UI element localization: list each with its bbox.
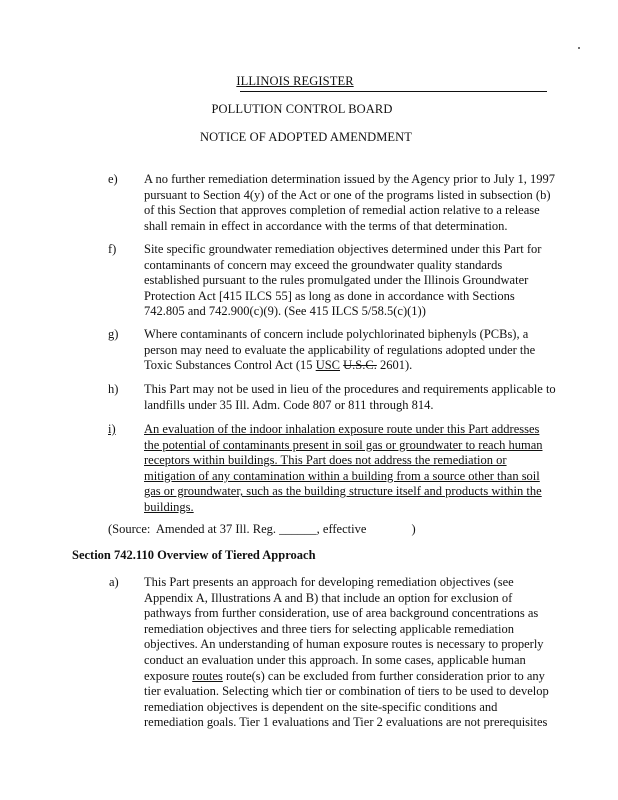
paragraph-line: contaminants of concern may exceed the groundwater quality standards: [144, 257, 503, 272]
paragraph-line: pursuant to Section 4(y) of the Act or one of the programs listed in subsection (b): [144, 187, 551, 202]
paragraph-line: mitigation of any contamination within a building from a source other than soil: [144, 468, 540, 483]
inserted-text: USC: [315, 358, 341, 373]
paragraph-line: A no further remediation determination issued by the Agency prior to July 1, 1997: [144, 172, 556, 186]
header-rule: [240, 91, 547, 92]
paragraph-line: [144, 358, 544, 374]
text-run: 2601).: [376, 358, 413, 373]
notice-title: NOTICE OF ADOPTED AMENDMENT: [199, 130, 413, 144]
paragraph-line: gas or groundwater, such as the building structure itself and products within the: [144, 484, 542, 499]
paragraph-line: person may need to evaluate the applicability of regulations adopted under the: [144, 342, 536, 357]
text-run: Toxic Substances Control Act (15: [144, 358, 316, 373]
paragraph-letter-i: i): [108, 422, 116, 436]
paragraph-line: remediation objectives is dependent on the site-specific conditions and: [144, 699, 498, 714]
paragraph-line: established pursuant to the rules promulgated under the Illinois Groundwater: [144, 273, 529, 288]
source-suffix: , effective: [316, 522, 370, 536]
paragraph-g: [144, 327, 544, 374]
source-blank: ______: [279, 522, 317, 536]
paragraph-line: Where contaminants of concern include polychlorinated biphenyls (PCBs), a: [144, 327, 529, 341]
paragraph-letter-e: e): [108, 172, 118, 186]
paragraph-line: buildings.: [144, 499, 194, 514]
paragraph-line: receptors within buildings. This Part does not address the remediation or: [144, 453, 507, 468]
source-prefix: (Source: Amended at 37 Ill. Reg.: [108, 522, 280, 536]
paragraph-letter-f: f): [108, 242, 117, 256]
paragraph-letter-h: h): [108, 382, 119, 396]
paragraph-line: remediation goals. Tier 1 evaluations and Tier 2 evaluations are not prerequisites: [144, 715, 548, 730]
paragraph-letter-a: a): [109, 575, 119, 589]
paragraph-e: [144, 172, 556, 234]
paragraph-line: An evaluation of the indoor inhalation exposure route under this Part addresses: [144, 422, 540, 436]
paragraph-line: objectives. An understanding of human exposure routes is necessary to properly: [144, 637, 544, 652]
paragraph-line: This Part may not be used in lieu of the procedures and requirements applicable to: [144, 382, 556, 396]
deleted-text: U.S.C.: [343, 358, 377, 373]
paragraph-line: This Part presents an approach for developing remediation objectives (see: [144, 575, 514, 589]
paragraph-line: landfills under 35 Ill. Adm. Code 807 or 811 through 814.: [144, 397, 434, 412]
paragraph-line: Protection Act [415 ILCS 55] as long as done in accordance with Sections: [144, 288, 515, 303]
scan-speck: [578, 47, 580, 49]
paragraph-a: [144, 575, 549, 731]
paragraph-line: conduct an evaluation under this approach. In some cases, applicable human: [144, 652, 526, 667]
paragraph-line: remediation objectives and three tiers for selecting applicable remediation: [144, 621, 514, 636]
paragraph-line: Appendix A, Illustrations A and B) that include an option for exclusion of: [144, 590, 513, 605]
register-title: ILLINOIS REGISTER: [236, 74, 354, 88]
paragraph-h: [144, 382, 556, 413]
paragraph-line: the potential of contaminants present in soil gas or groundwater to reach human: [144, 437, 543, 452]
source-close: ): [411, 522, 416, 536]
inserted-text: routes: [192, 668, 223, 683]
source-note: [108, 522, 416, 538]
paragraph-line: shall remain in effect in accordance with the terms of that determination.: [144, 218, 508, 233]
paragraph-letter-g: g): [108, 327, 119, 341]
text-run: route(s) can be excluded from further consideration prior to any: [222, 668, 545, 683]
paragraph-i: [144, 422, 544, 516]
board-title: POLLUTION CONTROL BOARD: [211, 102, 393, 116]
paragraph-line: pathways from further consideration, use of area background concentrations as: [144, 606, 539, 621]
paragraph-line: [144, 669, 544, 685]
paragraph-line: of this Section that approves completion of remedial action relative to a release: [144, 203, 540, 218]
paragraph-line: 742.805 and 742.900(c)(9). (See 415 ILCS 5/58.5(c)(1)): [144, 304, 426, 319]
paragraph-f: [144, 242, 544, 320]
paragraph-line: tier evaluation. Selecting which tier or combination of tiers to be used to develop: [144, 684, 549, 699]
paragraph-line: Site specific groundwater remediation objectives determined under this Part for: [144, 242, 542, 256]
section-heading: Section 742.110 Overview of Tiered Approach: [72, 548, 316, 562]
text-run: exposure: [144, 668, 193, 683]
